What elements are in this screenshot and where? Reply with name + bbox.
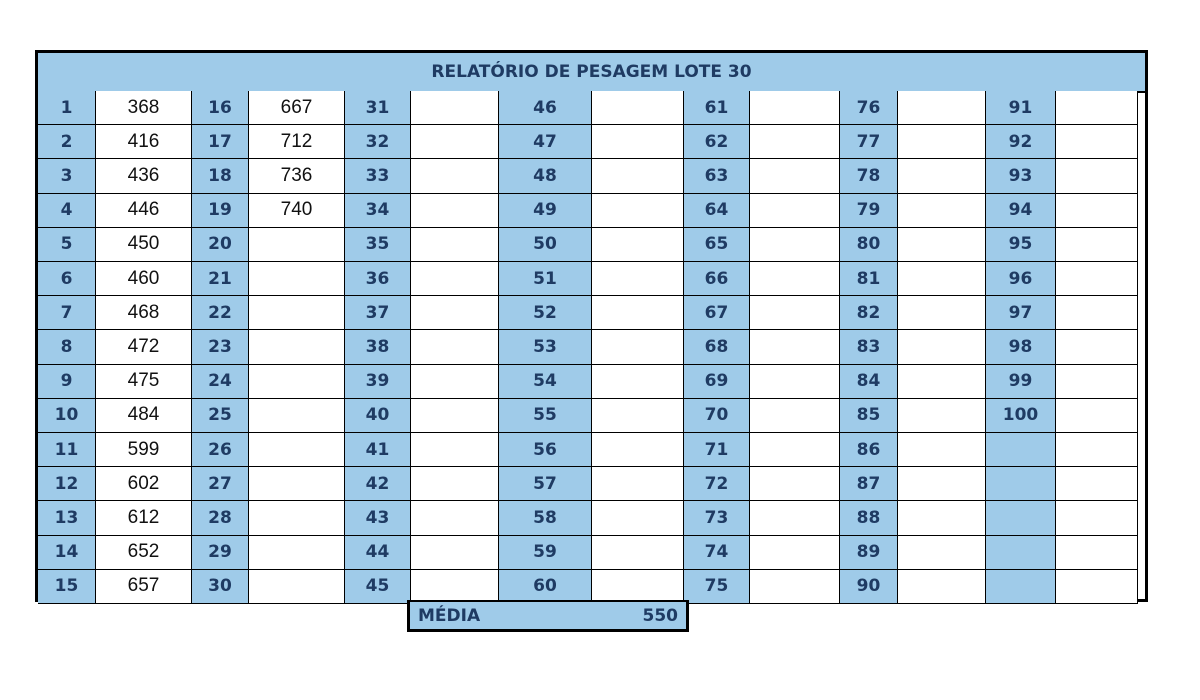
lot-number-cell: 95 bbox=[986, 228, 1056, 262]
lot-number-cell: 4 bbox=[38, 194, 96, 228]
lot-number-cell: 82 bbox=[840, 296, 898, 330]
weight-cell[interactable] bbox=[1056, 330, 1138, 364]
lot-number-cell: 87 bbox=[840, 467, 898, 501]
lot-number-cell: 7 bbox=[38, 296, 96, 330]
weighing-grid bbox=[38, 91, 1145, 599]
weight-cell[interactable] bbox=[411, 570, 499, 604]
lot-number-cell: 68 bbox=[684, 330, 750, 364]
weight-cell[interactable] bbox=[249, 536, 345, 570]
lot-number-cell: 48 bbox=[499, 159, 592, 193]
weighing-report-table bbox=[35, 50, 1148, 602]
lot-number-cell: 75 bbox=[684, 570, 750, 604]
lot-number-cell: 80 bbox=[840, 228, 898, 262]
weight-cell[interactable] bbox=[898, 159, 986, 193]
lot-number-cell: 23 bbox=[192, 330, 249, 364]
lot-number-cell: 27 bbox=[192, 467, 249, 501]
weight-cell[interactable] bbox=[592, 91, 684, 125]
lot-number-cell: 31 bbox=[345, 91, 411, 125]
lot-number-cell: 51 bbox=[499, 262, 592, 296]
weight-cell[interactable] bbox=[898, 399, 986, 433]
lot-number-cell bbox=[986, 536, 1056, 570]
weight-cell[interactable] bbox=[411, 296, 499, 330]
weight-cell[interactable] bbox=[898, 296, 986, 330]
weight-cell[interactable]: 468 bbox=[96, 296, 192, 330]
lot-number-cell: 64 bbox=[684, 194, 750, 228]
lot-number-cell: 34 bbox=[345, 194, 411, 228]
weight-cell[interactable] bbox=[898, 501, 986, 535]
lot-number-cell: 89 bbox=[840, 536, 898, 570]
weight-cell[interactable]: 602 bbox=[96, 467, 192, 501]
weight-cell[interactable] bbox=[249, 262, 345, 296]
weight-cell[interactable]: 740 bbox=[249, 194, 345, 228]
weight-cell[interactable] bbox=[411, 536, 499, 570]
weight-cell[interactable] bbox=[898, 570, 986, 604]
report-title: RELATÓRIO DE PESAGEM LOTE 30 bbox=[38, 53, 1145, 93]
lot-number-cell: 35 bbox=[345, 228, 411, 262]
lot-number-cell: 55 bbox=[499, 399, 592, 433]
lot-number-cell: 62 bbox=[684, 125, 750, 159]
lot-number-cell: 22 bbox=[192, 296, 249, 330]
weight-cell[interactable] bbox=[411, 365, 499, 399]
lot-number-cell: 98 bbox=[986, 330, 1056, 364]
weight-cell[interactable] bbox=[750, 228, 840, 262]
weight-cell[interactable] bbox=[1056, 91, 1138, 125]
weight-cell[interactable]: 450 bbox=[96, 228, 192, 262]
weight-cell[interactable] bbox=[1056, 228, 1138, 262]
lot-number-cell: 70 bbox=[684, 399, 750, 433]
lot-number-cell: 72 bbox=[684, 467, 750, 501]
weight-cell[interactable] bbox=[898, 330, 986, 364]
weight-cell[interactable] bbox=[750, 433, 840, 467]
weight-cell[interactable]: 475 bbox=[96, 365, 192, 399]
lot-number-cell: 90 bbox=[840, 570, 898, 604]
lot-number-cell: 91 bbox=[986, 91, 1056, 125]
weight-cell[interactable] bbox=[750, 296, 840, 330]
weight-cell[interactable] bbox=[249, 365, 345, 399]
weight-cell[interactable] bbox=[592, 262, 684, 296]
average-value: 550 bbox=[642, 605, 678, 626]
lot-number-cell: 33 bbox=[345, 159, 411, 193]
weight-cell[interactable]: 460 bbox=[96, 262, 192, 296]
weight-cell[interactable] bbox=[898, 262, 986, 296]
lot-number-cell: 83 bbox=[840, 330, 898, 364]
lot-number-cell: 96 bbox=[986, 262, 1056, 296]
weight-cell[interactable] bbox=[592, 228, 684, 262]
lot-number-cell: 38 bbox=[345, 330, 411, 364]
lot-number-cell: 21 bbox=[192, 262, 249, 296]
lot-number-cell: 41 bbox=[345, 433, 411, 467]
lot-number-cell: 92 bbox=[986, 125, 1056, 159]
lot-number-cell: 8 bbox=[38, 330, 96, 364]
lot-number-cell: 65 bbox=[684, 228, 750, 262]
weight-cell[interactable] bbox=[411, 262, 499, 296]
weight-cell[interactable]: 599 bbox=[96, 433, 192, 467]
lot-number-cell: 37 bbox=[345, 296, 411, 330]
lot-number-cell: 30 bbox=[192, 570, 249, 604]
weight-cell[interactable] bbox=[750, 365, 840, 399]
weight-cell[interactable] bbox=[249, 501, 345, 535]
lot-number-cell: 15 bbox=[38, 570, 96, 604]
lot-number-cell: 3 bbox=[38, 159, 96, 193]
weight-cell[interactable] bbox=[592, 125, 684, 159]
weight-cell[interactable] bbox=[750, 501, 840, 535]
weight-cell[interactable] bbox=[592, 536, 684, 570]
weight-cell[interactable] bbox=[411, 159, 499, 193]
weight-cell[interactable] bbox=[1056, 365, 1138, 399]
lot-number-cell: 43 bbox=[345, 501, 411, 535]
lot-number-cell: 94 bbox=[986, 194, 1056, 228]
weight-cell[interactable] bbox=[249, 570, 345, 604]
lot-number-cell: 11 bbox=[38, 433, 96, 467]
lot-number-cell: 79 bbox=[840, 194, 898, 228]
lot-number-cell: 59 bbox=[499, 536, 592, 570]
weight-cell[interactable]: 712 bbox=[249, 125, 345, 159]
lot-number-cell: 99 bbox=[986, 365, 1056, 399]
weight-cell[interactable]: 484 bbox=[96, 399, 192, 433]
weight-cell[interactable] bbox=[249, 228, 345, 262]
weight-cell[interactable]: 652 bbox=[96, 536, 192, 570]
weight-cell[interactable]: 416 bbox=[96, 125, 192, 159]
lot-number-cell: 53 bbox=[499, 330, 592, 364]
lot-number-cell bbox=[986, 433, 1056, 467]
lot-number-cell: 100 bbox=[986, 399, 1056, 433]
lot-number-cell: 66 bbox=[684, 262, 750, 296]
lot-number-cell: 50 bbox=[499, 228, 592, 262]
weight-cell[interactable] bbox=[898, 467, 986, 501]
average-label: MÉDIA bbox=[418, 605, 481, 626]
weight-cell[interactable]: 612 bbox=[96, 501, 192, 535]
lot-number-cell: 14 bbox=[38, 536, 96, 570]
weight-cell[interactable] bbox=[898, 433, 986, 467]
lot-number-cell bbox=[986, 501, 1056, 535]
weight-cell[interactable] bbox=[592, 194, 684, 228]
weight-cell[interactable] bbox=[1056, 296, 1138, 330]
lot-number-cell: 84 bbox=[840, 365, 898, 399]
weight-cell[interactable] bbox=[249, 399, 345, 433]
average-box bbox=[407, 600, 689, 632]
lot-number-cell: 2 bbox=[38, 125, 96, 159]
lot-number-cell: 74 bbox=[684, 536, 750, 570]
lot-number-cell: 81 bbox=[840, 262, 898, 296]
lot-number-cell: 71 bbox=[684, 433, 750, 467]
lot-number-cell: 40 bbox=[345, 399, 411, 433]
weight-cell[interactable] bbox=[592, 467, 684, 501]
lot-number-cell: 45 bbox=[345, 570, 411, 604]
weight-cell[interactable] bbox=[411, 330, 499, 364]
weight-cell[interactable] bbox=[898, 125, 986, 159]
weight-cell[interactable] bbox=[592, 296, 684, 330]
weight-cell[interactable] bbox=[411, 501, 499, 535]
lot-number-cell: 60 bbox=[499, 570, 592, 604]
lot-number-cell: 28 bbox=[192, 501, 249, 535]
lot-number-cell: 85 bbox=[840, 399, 898, 433]
weight-cell[interactable] bbox=[592, 570, 684, 604]
lot-number-cell: 58 bbox=[499, 501, 592, 535]
lot-number-cell: 78 bbox=[840, 159, 898, 193]
weight-cell[interactable]: 736 bbox=[249, 159, 345, 193]
weight-cell[interactable] bbox=[592, 399, 684, 433]
lot-number-cell: 97 bbox=[986, 296, 1056, 330]
lot-number-cell bbox=[986, 467, 1056, 501]
weight-cell[interactable] bbox=[592, 501, 684, 535]
weight-cell[interactable]: 436 bbox=[96, 159, 192, 193]
lot-number-cell: 42 bbox=[345, 467, 411, 501]
weight-cell[interactable]: 657 bbox=[96, 570, 192, 604]
weight-cell[interactable] bbox=[898, 194, 986, 228]
weight-cell[interactable] bbox=[1056, 467, 1138, 501]
weight-cell[interactable] bbox=[411, 399, 499, 433]
lot-number-cell: 24 bbox=[192, 365, 249, 399]
lot-number-cell: 9 bbox=[38, 365, 96, 399]
weight-cell[interactable] bbox=[411, 194, 499, 228]
lot-number-cell: 16 bbox=[192, 91, 249, 125]
weight-cell[interactable] bbox=[1056, 125, 1138, 159]
lot-number-cell: 56 bbox=[499, 433, 592, 467]
lot-number-cell: 57 bbox=[499, 467, 592, 501]
weight-cell[interactable] bbox=[750, 91, 840, 125]
lot-number-cell: 88 bbox=[840, 501, 898, 535]
lot-number-cell: 36 bbox=[345, 262, 411, 296]
lot-number-cell: 13 bbox=[38, 501, 96, 535]
lot-number-cell: 29 bbox=[192, 536, 249, 570]
weight-cell[interactable] bbox=[750, 467, 840, 501]
lot-number-cell: 86 bbox=[840, 433, 898, 467]
weight-cell[interactable] bbox=[411, 91, 499, 125]
lot-number-cell: 73 bbox=[684, 501, 750, 535]
lot-number-cell: 67 bbox=[684, 296, 750, 330]
weight-cell[interactable] bbox=[898, 91, 986, 125]
lot-number-cell: 63 bbox=[684, 159, 750, 193]
weight-cell[interactable] bbox=[249, 296, 345, 330]
lot-number-cell: 69 bbox=[684, 365, 750, 399]
weight-cell[interactable]: 446 bbox=[96, 194, 192, 228]
weight-cell[interactable] bbox=[750, 570, 840, 604]
weight-cell[interactable] bbox=[249, 330, 345, 364]
lot-number-cell: 47 bbox=[499, 125, 592, 159]
weight-cell[interactable] bbox=[411, 433, 499, 467]
weight-cell[interactable] bbox=[592, 365, 684, 399]
weight-cell[interactable] bbox=[750, 536, 840, 570]
lot-number-cell: 93 bbox=[986, 159, 1056, 193]
weight-cell[interactable] bbox=[249, 433, 345, 467]
weight-cell[interactable] bbox=[898, 365, 986, 399]
weight-cell[interactable] bbox=[750, 262, 840, 296]
weight-cell[interactable] bbox=[592, 330, 684, 364]
lot-number-cell: 39 bbox=[345, 365, 411, 399]
weight-cell[interactable] bbox=[1056, 399, 1138, 433]
lot-number-cell: 5 bbox=[38, 228, 96, 262]
lot-number-cell bbox=[986, 570, 1056, 604]
lot-number-cell: 19 bbox=[192, 194, 249, 228]
lot-number-cell: 26 bbox=[192, 433, 249, 467]
weight-cell[interactable] bbox=[750, 399, 840, 433]
lot-number-cell: 49 bbox=[499, 194, 592, 228]
lot-number-cell: 54 bbox=[499, 365, 592, 399]
weight-cell[interactable] bbox=[1056, 433, 1138, 467]
lot-number-cell: 46 bbox=[499, 91, 592, 125]
weight-cell[interactable] bbox=[592, 433, 684, 467]
lot-number-cell: 25 bbox=[192, 399, 249, 433]
weight-cell[interactable] bbox=[592, 159, 684, 193]
weight-cell[interactable] bbox=[898, 536, 986, 570]
weight-cell[interactable] bbox=[1056, 536, 1138, 570]
lot-number-cell: 52 bbox=[499, 296, 592, 330]
weight-cell[interactable] bbox=[411, 467, 499, 501]
weight-cell[interactable] bbox=[898, 228, 986, 262]
lot-number-cell: 18 bbox=[192, 159, 249, 193]
lot-number-cell: 32 bbox=[345, 125, 411, 159]
weight-cell[interactable] bbox=[750, 159, 840, 193]
weight-cell[interactable] bbox=[1056, 159, 1138, 193]
weight-cell[interactable] bbox=[750, 125, 840, 159]
lot-number-cell: 20 bbox=[192, 228, 249, 262]
lot-number-cell: 12 bbox=[38, 467, 96, 501]
weight-cell[interactable] bbox=[750, 194, 840, 228]
lot-number-cell: 61 bbox=[684, 91, 750, 125]
lot-number-cell: 10 bbox=[38, 399, 96, 433]
lot-number-cell: 76 bbox=[840, 91, 898, 125]
weight-cell[interactable] bbox=[1056, 570, 1138, 604]
lot-number-cell: 1 bbox=[38, 91, 96, 125]
weight-cell[interactable]: 667 bbox=[249, 91, 345, 125]
weight-cell[interactable] bbox=[1056, 501, 1138, 535]
weight-cell[interactable]: 368 bbox=[96, 91, 192, 125]
weight-cell[interactable] bbox=[411, 228, 499, 262]
lot-number-cell: 44 bbox=[345, 536, 411, 570]
weight-cell[interactable] bbox=[411, 125, 499, 159]
weight-cell[interactable] bbox=[249, 467, 345, 501]
weight-cell[interactable] bbox=[1056, 262, 1138, 296]
weight-cell[interactable] bbox=[750, 330, 840, 364]
lot-number-cell: 17 bbox=[192, 125, 249, 159]
weight-cell[interactable] bbox=[1056, 194, 1138, 228]
weight-cell[interactable]: 472 bbox=[96, 330, 192, 364]
lot-number-cell: 77 bbox=[840, 125, 898, 159]
lot-number-cell: 6 bbox=[38, 262, 96, 296]
